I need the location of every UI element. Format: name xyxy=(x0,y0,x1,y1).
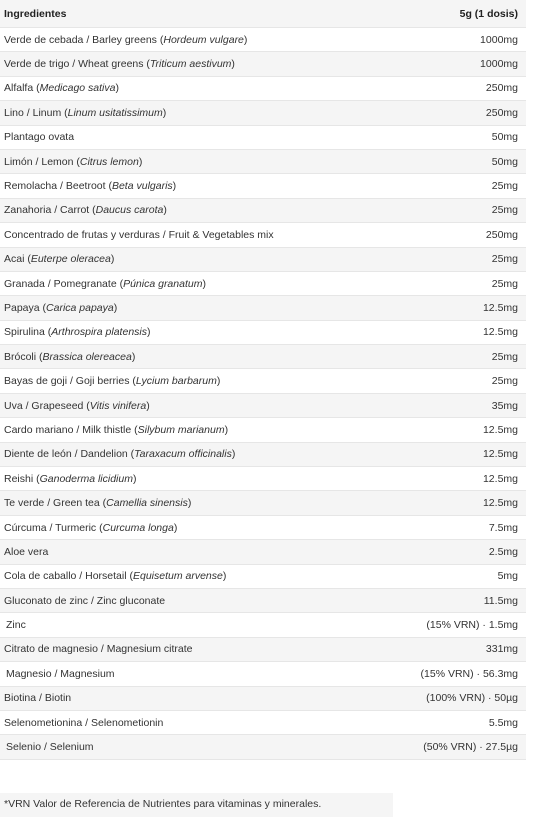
ingredient-common-name: Cola de caballo / Horsetail ( xyxy=(4,570,133,583)
ingredient-latin-name: Camellia sinensis xyxy=(106,497,188,510)
ingredient-name xyxy=(4,58,235,70)
ingredient-common-name: Granada / Pomegranate ( xyxy=(4,277,124,290)
ingredient-name-suffix: ) xyxy=(138,155,143,168)
ingredient-name xyxy=(4,595,165,607)
table-row xyxy=(0,52,526,76)
ingredient-common-name: Zanahoria / Carrot ( xyxy=(4,204,96,217)
ingredient-latin-name: Silybum marianum xyxy=(137,423,225,436)
ingredient-common-name: Alfalfa ( xyxy=(4,82,40,95)
ingredient-name xyxy=(4,278,206,290)
ingredient-common-name: Gluconato de zinc / Zinc gluconate xyxy=(4,594,166,607)
table-header xyxy=(0,0,526,28)
table-row xyxy=(0,77,526,101)
ingredient-name xyxy=(4,34,247,46)
table-row xyxy=(0,418,526,442)
ingredient-name-suffix: ) xyxy=(172,180,177,193)
ingredient-amount: 25mg xyxy=(491,350,518,363)
ingredient-common-name: Magnesio / Magnesium xyxy=(6,667,115,680)
ingredient-common-name: Aloe vera xyxy=(4,545,49,558)
ingredient-name xyxy=(4,546,48,558)
table-row xyxy=(0,296,526,320)
ingredient-common-name: Concentrado de frutas y verduras / Fruit & Vegetables mix xyxy=(4,228,274,241)
ingredient-name-suffix: ) xyxy=(146,399,150,412)
ingredient-amount: 1000mg xyxy=(480,58,518,71)
ingredient-name xyxy=(4,131,74,143)
ingredient-common-name: Limón / Lemon ( xyxy=(4,155,80,168)
ingredient-name xyxy=(4,741,94,753)
ingredient-common-name: Te verde / Green tea ( xyxy=(4,497,107,510)
ingredient-common-name: Papaya ( xyxy=(4,301,47,314)
ingredient-amount: (15% VRN) · 56.3mg xyxy=(420,667,518,680)
ingredient-name xyxy=(4,497,191,509)
ingredient-amount: 25mg xyxy=(491,180,518,193)
ingredient-latin-name: Lycium barbarum xyxy=(135,375,217,388)
ingredient-latin-name: Equisetum arvense xyxy=(132,570,223,583)
ingredient-common-name: Uva / Grapeseed ( xyxy=(4,399,90,412)
ingredient-amount: 12.5mg xyxy=(482,326,518,339)
table-row xyxy=(0,272,526,296)
ingredient-latin-name: Carica papaya xyxy=(46,301,114,314)
ingredient-amount: (50% VRN) · 27.5µg xyxy=(423,741,518,754)
ingredient-name-suffix: ) xyxy=(131,350,136,363)
ingredient-common-name: Verde de cebada / Barley greens ( xyxy=(4,33,164,46)
ingredient-common-name: Reishi ( xyxy=(4,472,40,485)
ingredient-common-name: Acai ( xyxy=(4,253,31,266)
ingredient-latin-name: Triticum aestivum xyxy=(149,58,232,71)
ingredient-amount: 250mg xyxy=(485,228,518,241)
ingredient-name-suffix: ) xyxy=(231,448,236,461)
table-row xyxy=(0,248,526,272)
ingredient-common-name: Remolacha / Beetroot ( xyxy=(4,180,112,193)
ingredient-name-suffix: ) xyxy=(222,570,227,583)
ingredient-latin-name: Linum usitatissimum xyxy=(67,106,163,119)
ingredient-amount: 11.5mg xyxy=(483,594,518,607)
table-row xyxy=(0,662,526,686)
ingredient-amount: 5.5mg xyxy=(488,716,518,729)
ingredient-latin-name: Arthrospira platensis xyxy=(51,326,147,339)
ingredient-common-name: Biotina / Biotin xyxy=(4,692,72,705)
ingredient-latin-name: Beta vulgaris xyxy=(111,180,173,193)
ingredient-common-name: Lino / Linum ( xyxy=(4,106,68,119)
table-row xyxy=(0,101,526,125)
ingredient-amount: (15% VRN) · 1.5mg xyxy=(426,619,518,632)
ingredient-latin-name: Daucus carota xyxy=(95,204,164,217)
ingredient-common-name: Verde de trigo / Wheat greens ( xyxy=(4,58,150,71)
table-row xyxy=(0,565,526,589)
table-row xyxy=(0,516,526,540)
ingredient-name xyxy=(4,522,177,534)
ingredient-name-suffix: ) xyxy=(147,326,151,339)
ingredient-name xyxy=(4,156,142,168)
ingredient-name xyxy=(4,717,163,729)
ingredient-latin-name: Ganoderma licidium xyxy=(39,472,133,485)
table-row xyxy=(0,613,526,637)
ingredient-common-name: Selenio / Selenium xyxy=(6,741,94,754)
table-row xyxy=(0,28,526,52)
ingredient-name xyxy=(4,204,167,216)
ingredient-amount: 331mg xyxy=(485,643,518,656)
ingredient-name-suffix: ) xyxy=(216,375,221,388)
table-row xyxy=(0,150,526,174)
ingredient-amount: 25mg xyxy=(491,253,518,266)
header-dose: 5g (1 dosis) xyxy=(459,7,518,20)
ingredient-common-name: Citrato de magnesio / Magnesium citrate xyxy=(4,643,193,656)
ingredient-common-name: Cúrcuma / Turmeric ( xyxy=(4,521,103,534)
ingredient-latin-name: Brassica olereacea xyxy=(42,350,132,363)
ingredient-latin-name: Medicago sativa xyxy=(39,82,116,95)
ingredient-name xyxy=(4,326,151,338)
ingredient-amount: (100% VRN) · 50µg xyxy=(426,692,518,705)
ingredient-amount: 250mg xyxy=(485,82,518,95)
ingredient-latin-name: Taraxacum officinalis xyxy=(134,448,232,461)
ingredient-name xyxy=(4,400,150,412)
ingredient-common-name: Diente de león / Dandelion ( xyxy=(4,448,135,461)
ingredient-name-suffix: ) xyxy=(110,253,115,266)
ingredient-amount: 25mg xyxy=(491,277,518,290)
ingredient-common-name: Brócoli ( xyxy=(4,350,43,363)
ingredient-name-suffix: ) xyxy=(224,423,229,436)
ingredient-common-name: Zinc xyxy=(6,619,26,632)
table-row xyxy=(0,687,526,711)
ingredient-latin-name: Vitis vinifera xyxy=(89,399,147,412)
ingredient-common-name: Selenometionina / Selenometionin xyxy=(4,716,164,729)
table-row xyxy=(0,589,526,613)
table-row xyxy=(0,443,526,467)
table-row xyxy=(0,199,526,223)
table-row xyxy=(0,321,526,345)
ingredient-name-suffix: ) xyxy=(202,277,206,290)
ingredient-name xyxy=(4,424,228,436)
ingredient-latin-name: Hordeum vulgare xyxy=(163,33,244,46)
ingredient-amount: 12.5mg xyxy=(482,472,518,485)
ingredient-name-suffix: ) xyxy=(231,58,235,71)
table-row xyxy=(0,126,526,150)
ingredient-name xyxy=(4,668,115,680)
ingredient-latin-name: Citrus lemon xyxy=(79,155,139,168)
ingredient-name xyxy=(4,448,235,460)
ingredient-name xyxy=(4,643,193,655)
ingredient-amount: 1000mg xyxy=(480,33,518,46)
ingredient-name xyxy=(4,570,226,582)
ingredient-name-suffix: ) xyxy=(173,521,178,534)
ingredient-latin-name: Curcuma longa xyxy=(102,521,174,534)
ingredient-name-suffix: ) xyxy=(163,204,167,217)
table-row xyxy=(0,711,526,735)
ingredient-amount: 12.5mg xyxy=(482,448,518,461)
ingredient-name xyxy=(4,351,135,363)
ingredient-amount: 25mg xyxy=(491,375,518,388)
table-row xyxy=(0,467,526,491)
ingredient-name xyxy=(4,375,220,387)
ingredient-amount: 7.5mg xyxy=(488,521,518,534)
footnote: *VRN Valor de Referencia de Nutrientes para vitaminas y minerales. xyxy=(0,793,393,817)
ingredient-common-name: Bayas de goji / Goji berries ( xyxy=(4,375,136,388)
table-row xyxy=(0,369,526,393)
ingredient-name xyxy=(4,302,117,314)
ingredient-name xyxy=(4,229,274,241)
ingredient-name xyxy=(4,107,166,119)
ingredient-amount: 5mg xyxy=(497,570,518,583)
ingredient-amount: 12.5mg xyxy=(482,423,518,436)
table-row xyxy=(0,540,526,564)
ingredient-common-name: Plantago ovata xyxy=(4,131,75,144)
table-row xyxy=(0,638,526,662)
ingredient-amount: 12.5mg xyxy=(482,497,518,510)
table-row xyxy=(0,223,526,247)
ingredient-name xyxy=(4,253,114,265)
table-body xyxy=(0,28,526,760)
ingredient-amount: 250mg xyxy=(485,106,518,119)
ingredient-name xyxy=(4,180,176,192)
ingredient-name-suffix: ) xyxy=(115,82,119,95)
ingredient-name-suffix: ) xyxy=(113,301,118,314)
ingredient-amount: 2.5mg xyxy=(488,545,518,558)
ingredient-name-suffix: ) xyxy=(162,106,167,119)
ingredient-name-suffix: ) xyxy=(187,497,192,510)
ingredient-common-name: Spirulina ( xyxy=(4,326,52,339)
ingredient-amount: 35mg xyxy=(491,399,518,412)
table-row xyxy=(0,491,526,515)
ingredient-name-suffix: ) xyxy=(243,33,248,46)
table-row xyxy=(0,735,526,759)
ingredient-name xyxy=(4,619,26,631)
ingredient-name xyxy=(4,82,119,94)
ingredient-amount: 12.5mg xyxy=(482,301,518,314)
table-row xyxy=(0,345,526,369)
ingredient-latin-name: Púnica granatum xyxy=(123,277,203,290)
ingredient-latin-name: Euterpe oleracea xyxy=(30,253,111,266)
table-row xyxy=(0,174,526,198)
table-row xyxy=(0,394,526,418)
ingredient-common-name: Cardo mariano / Milk thistle ( xyxy=(4,423,138,436)
ingredient-amount: 50mg xyxy=(491,131,518,144)
ingredient-amount: 25mg xyxy=(491,204,518,217)
ingredient-name xyxy=(4,692,71,704)
ingredient-name-suffix: ) xyxy=(132,472,137,485)
header-ingredients: Ingredientes xyxy=(4,7,67,20)
ingredient-name xyxy=(4,473,136,485)
ingredient-amount: 50mg xyxy=(491,155,518,168)
